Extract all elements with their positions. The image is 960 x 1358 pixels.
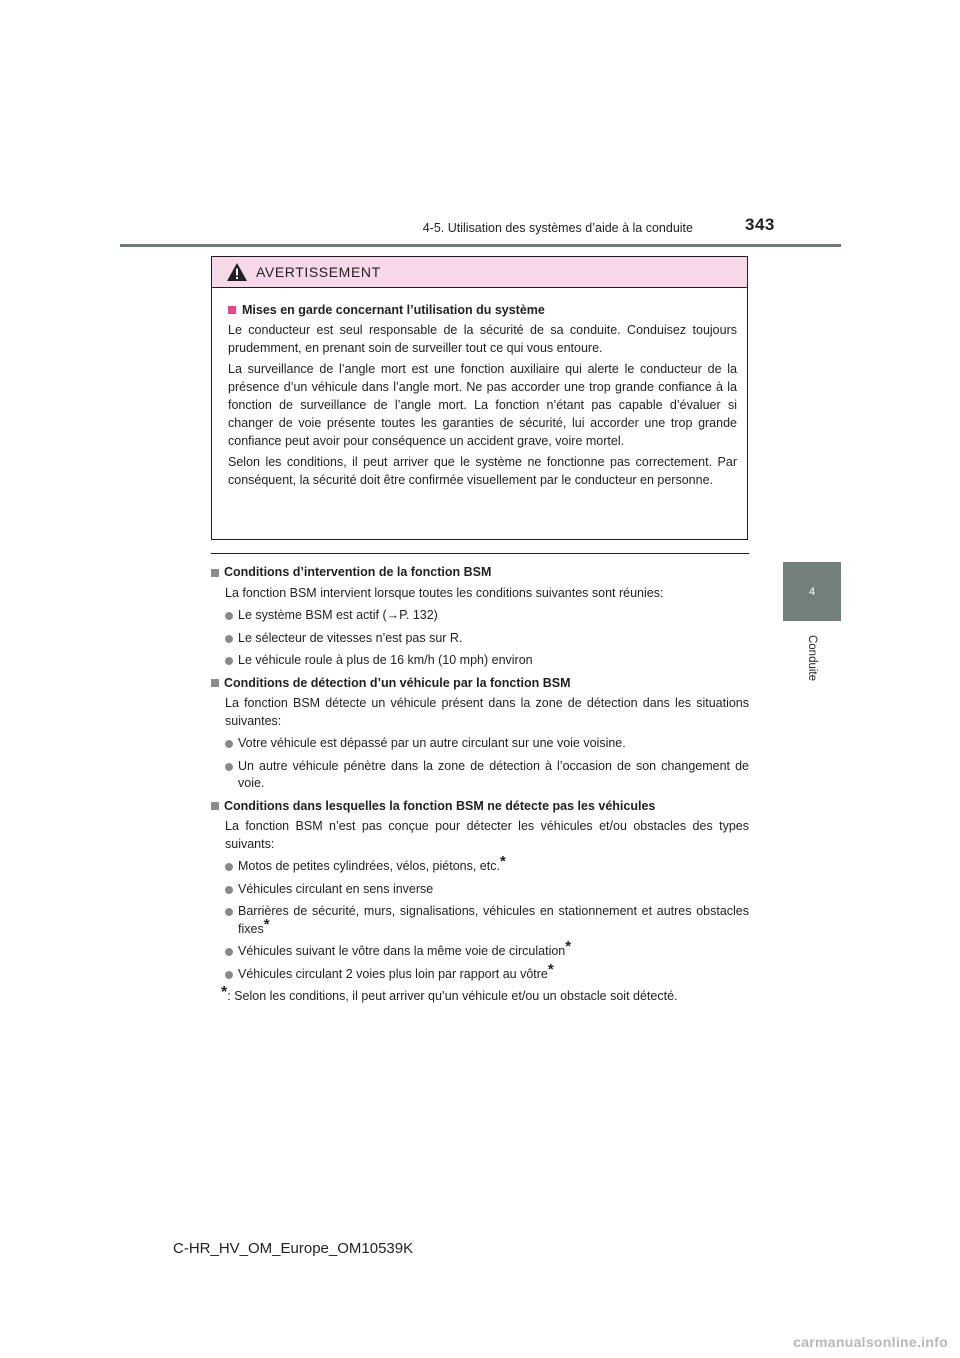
bullet-dot-icon (225, 763, 233, 771)
warning-title: AVERTISSEMENT (256, 264, 381, 280)
section-heading (211, 675, 749, 693)
warning-paragraph: La surveillance de l’angle mort est une fonction auxiliaire qui alerte le conducteur de la présence d’un véhicule dans l’angle mort. Ne pas accorder une trop grande confiance à la fonction de surveillance de l’angle mort. La fonction n’étant pas capable d’évaluer si changer de voie présente toutes les garanties de sécurité, lui accorder une trop grande confiance peut avoir pour conséquence un accident grave, voire mortel. (228, 362, 737, 448)
page-header-section: 4-5. Utilisation des systèmes d’aide à la conduite (422, 221, 693, 235)
bullet-dot-icon (225, 886, 233, 894)
list-item (238, 960, 749, 984)
list-item-text: Le sélecteur de vitesses n’est pas sur R. (238, 630, 463, 645)
bullet-dot-icon (225, 612, 233, 620)
list-item-text: Motos de petites cylindrées, vélos, piétons, etc. (238, 859, 500, 873)
list-item (238, 607, 749, 625)
square-bullet-icon (211, 569, 219, 577)
list-item (238, 758, 749, 793)
bullet-dot-icon (225, 863, 233, 871)
section-heading (211, 798, 749, 816)
warning-paragraph: Selon les conditions, il peut arriver que le système ne fonctionne pas correctement. Par conséquent, la sécurité doit être confirmée visuellement par le conducteur en personne. (228, 455, 737, 487)
footnote (221, 984, 749, 1006)
warning-box (211, 256, 748, 540)
footnote-text: : Selon les conditions, il peut arriver qu’un véhicule et/ou un obstacle soit détecté. (227, 989, 678, 1003)
page-number: 343 (745, 215, 775, 234)
list-item (238, 881, 749, 899)
bullet-dot-icon (225, 948, 233, 956)
warning-header (212, 257, 747, 288)
chapter-tab: 4 (783, 562, 841, 621)
separator-rule (211, 553, 749, 554)
section-heading-text: Conditions de détection d’un véhicule par la fonction BSM (224, 675, 571, 690)
list-item-text: Véhicules circulant en sens inverse (238, 881, 434, 896)
list-item-text: Le système BSM est actif (→P. 132) (238, 608, 438, 622)
section-heading-text: Conditions d’intervention de la fonction BSM (224, 565, 492, 579)
list-item (238, 853, 749, 876)
square-bullet-icon (228, 306, 236, 314)
list-item (238, 652, 749, 670)
warning-paragraph: Le conducteur est seul responsable de la sécurité de sa conduite. Conduisez toujours prudemment, en prenant soin de surveiller tout ce qui vous entoure. (228, 323, 737, 355)
bullet-dot-icon (225, 971, 233, 979)
section-heading-text: Conditions dans lesquelles la fonction BSM ne détecte pas les véhicules (224, 798, 656, 813)
watermark: carmanualsonline.info (793, 1334, 948, 1350)
bullet-dot-icon (225, 740, 233, 748)
square-bullet-icon (211, 679, 219, 687)
list-item (238, 735, 749, 753)
list-item-text: Un autre véhicule pénètre dans la zone de détection à l’occasion de son changement de voie. (238, 758, 749, 790)
bullet-dot-icon (225, 908, 233, 916)
chapter-label-text: Conduite (805, 634, 818, 682)
square-bullet-icon (211, 802, 219, 810)
warning-heading-text: Mises en garde concernant l’utilisation du système (242, 303, 545, 317)
header-rule (120, 244, 841, 247)
list-item-text: Barrières de sécurité, murs, signalisations, véhicules en stationnement et autres obstacles fixes (238, 904, 749, 936)
section-intro: La fonction BSM détecte un véhicule présent dans la zone de détection dans les situations suivantes: (225, 696, 749, 728)
footnote-mark: * (221, 984, 228, 1001)
list-item-text: Véhicules suivant le vôtre dans la même voie de circulation (238, 944, 566, 958)
list-item-text: Votre véhicule est dépassé par un autre circulant sur une voie voisine. (238, 736, 626, 750)
asterisk-mark: * (499, 853, 506, 870)
list-item (238, 938, 749, 961)
warning-heading (228, 301, 737, 319)
section-intro: La fonction BSM intervient lorsque toutes les conditions suivantes sont réunies: (225, 585, 664, 600)
list-item (238, 903, 749, 938)
warning-body (212, 288, 747, 489)
chapter-label (772, 628, 852, 688)
asterisk-mark: * (565, 938, 572, 955)
bullet-dot-icon (225, 635, 233, 643)
section-heading (211, 564, 749, 582)
warning-triangle-icon (226, 262, 248, 282)
asterisk-mark: * (547, 960, 554, 978)
list-item-text: Véhicules circulant 2 voies plus loin par rapport au vôtre (238, 966, 548, 981)
list-item (238, 630, 749, 648)
list-item-text: Le véhicule roule à plus de 16 km/h (10 mph) environ (238, 653, 533, 667)
section-intro: La fonction BSM n’est pas conçue pour détecter les véhicules et/ou obstacles des types suivants: (225, 819, 749, 851)
content (211, 564, 749, 1006)
document-code: C-HR_HV_OM_Europe_OM10539K (173, 1240, 414, 1257)
asterisk-mark: * (263, 915, 270, 933)
bullet-dot-icon (225, 657, 233, 665)
